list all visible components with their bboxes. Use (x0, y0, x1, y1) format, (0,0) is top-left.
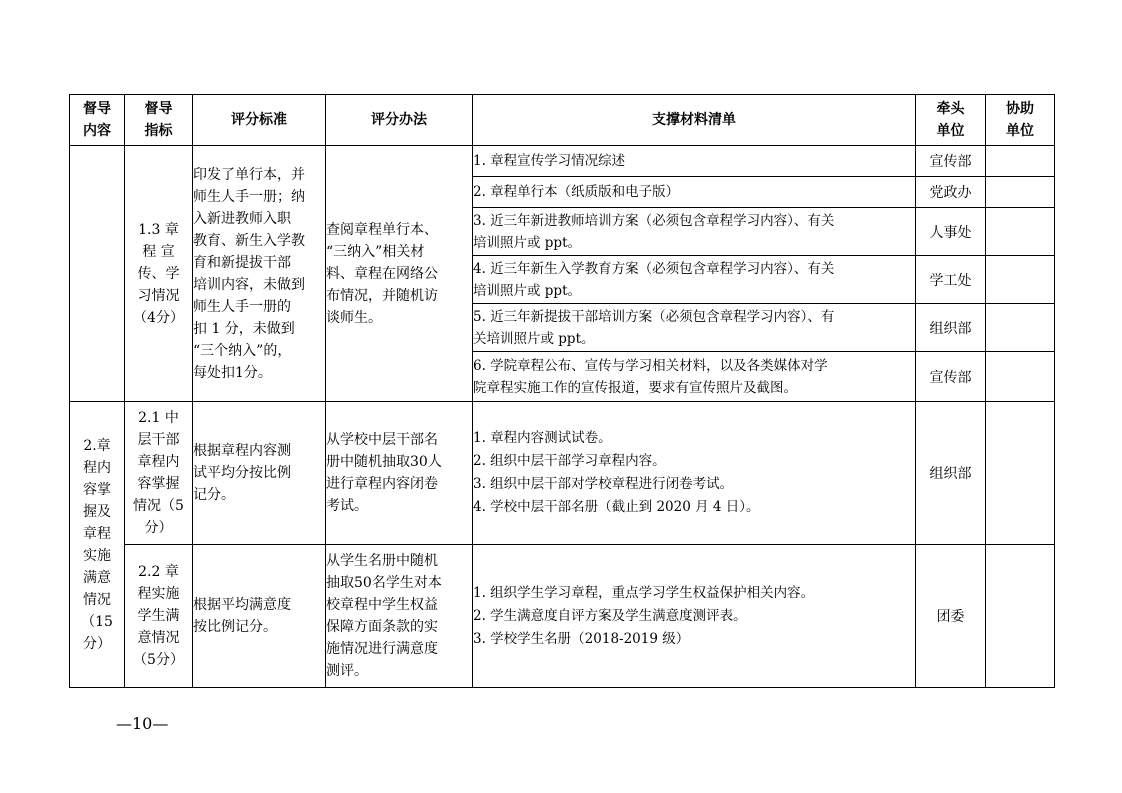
table-row (70, 402, 1055, 545)
list-item: 4. 学校中层干部名册（截止到 2020 月 4 日）。 (473, 499, 760, 515)
header-indicator: 督导 指标 (125, 95, 193, 146)
header-materials: 支撑材料清单 (473, 95, 916, 146)
assist-unit-cell (986, 402, 1055, 545)
header-assist-unit: 协助 单位 (986, 95, 1055, 146)
page-number: —10— (116, 714, 169, 733)
criteria-cell: 印发了单行本，并 师生人手一册；纳 入新进教师入职 教育、新生入学教 育和新提拔干部 培训内容，未做到 师生人手一册的 扣 1 分，未做到 “三个纳入”的， 每处扣1分。 (193, 146, 326, 402)
indicator-cell: 1.3 章 程 宣 传、学 习情况 （4分） (125, 146, 193, 402)
supervision-table (69, 94, 1055, 688)
method-cell: 从学校中层干部名 册中随机抽取30人 进行章程内容闭卷 考试。 (326, 402, 473, 545)
list-item: 1. 组织学生学习章程，重点学习学生权益保护相关内容。 (473, 584, 815, 601)
material-item: 3. 近三年新进教师培训方案（必须包含章程学习内容）、有关 培训照片或 ppt。 (473, 208, 916, 256)
material-item: 2. 章程单行本（纸质版和电子版） (473, 177, 916, 208)
assist-unit-cell (986, 304, 1055, 352)
list-item: 3. 组织中层干部对学校章程进行闭卷考试。 (473, 476, 734, 492)
materials-list (473, 402, 916, 545)
content-cell-continued (70, 146, 125, 402)
material-item: 1. 章程宣传学习情况综述 (473, 146, 916, 177)
indicator-cell: 2.2 章 程实施 学生满 意情况 （5分） (125, 545, 193, 688)
lead-unit-cell: 人事处 (916, 208, 986, 256)
content-cell: 2.章 程内 容掌 握及 章程 实施 满意 情况 （15 分） (70, 402, 125, 688)
assist-unit-cell (986, 146, 1055, 177)
lead-unit-cell: 党政办 (916, 177, 986, 208)
criteria-cell: 根据章程内容测 试平均分按比例 记分。 (193, 402, 326, 545)
lead-unit-cell: 组织部 (916, 304, 986, 352)
header-row (70, 95, 1055, 146)
material-item: 6. 学院章程公布、宣传与学习相关材料，以及各类媒体对学 院章程实施工作的宣传报道，要求有宣传照片及截图。 (473, 352, 916, 402)
header-method: 评分办法 (326, 95, 473, 146)
lead-unit-cell: 团委 (916, 545, 986, 688)
list-item: 2. 组织中层干部学习章程内容。 (473, 453, 666, 469)
materials-list (473, 545, 916, 688)
table-row (70, 545, 1055, 688)
indicator-cell: 2.1 中 层干部 章程内 容掌握 情况（5 分） (125, 402, 193, 545)
criteria-cell: 根据平均满意度 按比例记分。 (193, 545, 326, 688)
method-cell: 查阅章程单行本、 “三纳入”相关材 料、章程在网络公 布情况，并随机访 谈师生。 (326, 146, 473, 402)
assist-unit-cell (986, 208, 1055, 256)
lead-unit-cell: 学工处 (916, 256, 986, 304)
header-criteria: 评分标准 (193, 95, 326, 146)
assist-unit-cell (986, 256, 1055, 304)
header-content: 督导 内容 (70, 95, 125, 146)
lead-unit-cell: 组织部 (916, 402, 986, 545)
assist-unit-cell (986, 352, 1055, 402)
lead-unit-cell: 宣传部 (916, 146, 986, 177)
list-item: 3. 学校学生名册（2018-2019 级） (473, 630, 690, 647)
list-item: 2. 学生满意度自评方案及学生满意度测评表。 (473, 607, 747, 624)
assist-unit-cell (986, 545, 1055, 688)
method-cell: 从学生名册中随机 抽取50名学生对本 校章程中学生权益 保障方面条款的实 施情况进行满意度 测评。 (326, 545, 473, 688)
material-item: 4. 近三年新生入学教育方案（必须包含章程学习内容）、有关 培训照片或 ppt。 (473, 256, 916, 304)
lead-unit-cell: 宣传部 (916, 352, 986, 402)
header-lead-unit: 牵头 单位 (916, 95, 986, 146)
list-item: 1. 章程内容测试试卷。 (473, 430, 612, 446)
table-row (70, 146, 1055, 177)
material-item: 5. 近三年新提拔干部培训方案（必须包含章程学习内容）、有 关培训照片或 ppt。 (473, 304, 916, 352)
assist-unit-cell (986, 177, 1055, 208)
